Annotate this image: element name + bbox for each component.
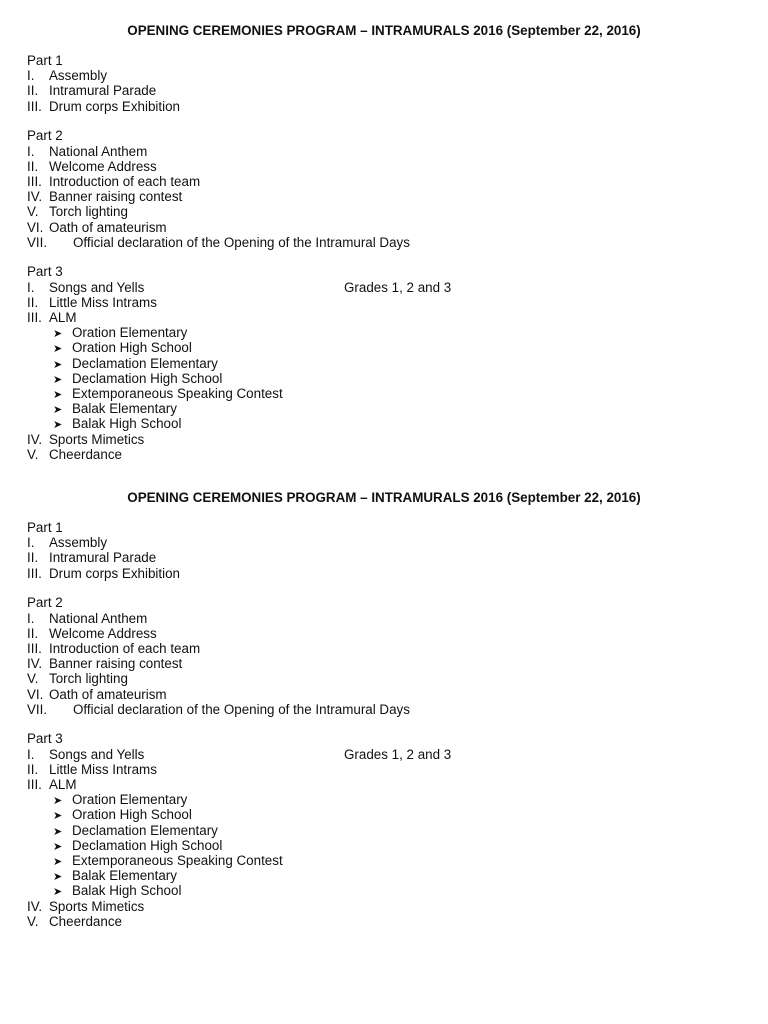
alm-sub-item [53, 340, 192, 355]
list-item [27, 159, 157, 174]
arrowhead-bullet-icon: ➤ [53, 343, 63, 356]
list-item [27, 280, 144, 295]
item-numeral: II. [27, 761, 39, 777]
item-numeral: II. [27, 294, 39, 310]
list-item [27, 626, 157, 641]
alm-sub-label: Oration High School [72, 807, 192, 823]
alm-sub-item [53, 356, 218, 371]
alm-sub-label: Declamation Elementary [72, 355, 218, 371]
list-item [27, 99, 180, 114]
list-item [27, 550, 156, 565]
item-numeral: I. [27, 68, 35, 84]
item-numeral: V. [27, 671, 39, 687]
item-label: Intramural Parade [49, 550, 157, 566]
list-item [27, 671, 128, 686]
list-item [27, 777, 77, 792]
program-title: OPENING CEREMONIES PROGRAM – INTRAMURALS 2016 (September 22, 2016) [127, 490, 641, 505]
alm-sub-item [53, 325, 187, 340]
list-item [27, 174, 200, 189]
arrowhead-bullet-icon: ➤ [53, 389, 63, 401]
item-label: Little Miss Intrams [49, 761, 157, 777]
item-numeral: III. [27, 777, 42, 792]
item-numeral: III. [27, 98, 42, 114]
item-label: Assembly [49, 535, 108, 551]
list-item [27, 899, 144, 914]
arrowhead-bullet-icon: ➤ [53, 871, 63, 884]
item-numeral: I. [27, 610, 35, 626]
item-label: Cheerdance [49, 913, 122, 929]
alm-sub-item [53, 807, 192, 822]
item-label: Songs and Yells [49, 746, 145, 762]
alm-sub-item [53, 401, 177, 416]
item-label: Intramural Parade [49, 83, 157, 99]
list-item [27, 687, 167, 702]
list-item [27, 83, 156, 98]
list-item [27, 295, 157, 310]
alm-sub-label: Balak Elementary [72, 868, 177, 884]
item-numeral: III. [27, 565, 42, 581]
arrowhead-bullet-icon: ➤ [53, 404, 63, 417]
item-label: Torch lighting [49, 204, 128, 220]
item-label: Songs and Yells [49, 279, 145, 295]
item-numeral: II. [27, 158, 39, 174]
list-item [27, 189, 182, 204]
item-label: Cheerdance [49, 446, 122, 462]
list-item [27, 656, 182, 671]
list-item [27, 702, 410, 717]
list-item [27, 68, 107, 83]
list-item [27, 235, 410, 250]
item-numeral: VII. [27, 234, 48, 250]
item-numeral: VI. [27, 219, 44, 235]
item-label: Welcome Address [49, 625, 157, 641]
arrowhead-bullet-icon: ➤ [53, 825, 63, 838]
item-label: Official declaration of the Opening of the Intramural Days [73, 234, 410, 250]
alm-sub-label: Oration Elementary [72, 325, 188, 341]
part-heading: Part 3 [27, 731, 63, 747]
item-numeral: III. [27, 173, 42, 189]
alm-sub-item [53, 853, 283, 868]
item-label: Introduction of each team [49, 640, 201, 656]
item-label: Drum corps Exhibition [49, 98, 180, 114]
list-item [27, 914, 122, 929]
item-label: Introduction of each team [49, 173, 201, 189]
item-numeral: VII. [27, 701, 48, 717]
item-label: ALM [49, 310, 77, 325]
item-label: Sports Mimetics [49, 431, 145, 447]
item-label: Torch lighting [49, 671, 128, 687]
list-item [27, 144, 147, 159]
item-numeral: III. [27, 310, 42, 325]
alm-sub-label: Balak High School [72, 416, 182, 432]
item-numeral: III. [27, 640, 42, 656]
alm-sub-item [53, 823, 218, 838]
alm-sub-label: Declamation Elementary [72, 822, 218, 838]
item-numeral: II. [27, 625, 39, 641]
alm-sub-item [53, 868, 177, 883]
item-label: Banner raising contest [49, 189, 183, 205]
list-item [27, 762, 157, 777]
alm-sub-item [53, 371, 222, 386]
arrowhead-bullet-icon: ➤ [53, 840, 63, 853]
part-heading: Part 1 [27, 520, 63, 535]
item-label: Oath of amateurism [49, 219, 167, 235]
alm-sub-label: Balak High School [72, 883, 182, 899]
item-label: Drum corps Exhibition [49, 565, 180, 581]
item-numeral: V. [27, 913, 39, 929]
item-numeral: I. [27, 535, 35, 551]
part-heading: Part 1 [27, 53, 63, 68]
item-numeral: II. [27, 83, 39, 99]
item-numeral: V. [27, 446, 39, 462]
list-item [27, 566, 180, 581]
alm-sub-item [53, 792, 187, 807]
list-item [27, 447, 122, 462]
grades-note: Grades 1, 2 and 3 [344, 279, 452, 295]
arrowhead-bullet-icon: ➤ [53, 373, 63, 386]
alm-sub-label: Declamation High School [72, 370, 223, 386]
list-item [27, 220, 167, 235]
item-numeral: II. [27, 550, 39, 566]
alm-sub-item [53, 838, 222, 853]
item-label: ALM [49, 777, 77, 792]
alm-sub-label: Oration High School [72, 340, 192, 356]
item-label: Little Miss Intrams [49, 294, 157, 310]
item-numeral: I. [27, 746, 35, 762]
alm-sub-item [53, 386, 283, 401]
item-numeral: IV. [27, 431, 43, 447]
list-item [27, 747, 144, 762]
item-numeral: IV. [27, 898, 43, 914]
alm-sub-label: Oration Elementary [72, 792, 188, 808]
alm-sub-item [53, 416, 181, 431]
part-heading: Part 3 [27, 264, 63, 280]
list-item [27, 310, 77, 325]
item-numeral: IV. [27, 189, 43, 205]
item-numeral: IV. [27, 656, 43, 672]
alm-sub-label: Declamation High School [72, 837, 223, 853]
part-heading: Part 2 [27, 595, 63, 611]
item-label: National Anthem [49, 610, 148, 626]
alm-sub-label: Extemporaneous Speaking Contest [72, 853, 283, 868]
arrowhead-bullet-icon: ➤ [53, 795, 63, 808]
item-label: Oath of amateurism [49, 686, 167, 702]
alm-sub-label: Balak Elementary [72, 401, 177, 417]
item-numeral: I. [27, 279, 35, 295]
alm-sub-label: Extemporaneous Speaking Contest [72, 386, 283, 401]
item-label: Banner raising contest [49, 656, 183, 672]
item-label: Welcome Address [49, 158, 157, 174]
item-numeral: I. [27, 143, 35, 159]
arrowhead-bullet-icon: ➤ [53, 856, 63, 868]
list-item [27, 432, 144, 447]
arrowhead-bullet-icon: ➤ [53, 419, 63, 432]
list-item [27, 204, 128, 219]
arrowhead-bullet-icon: ➤ [53, 358, 63, 371]
item-numeral: V. [27, 204, 39, 220]
item-label: Assembly [49, 68, 108, 84]
item-numeral: VI. [27, 686, 44, 702]
program-title: OPENING CEREMONIES PROGRAM – INTRAMURALS 2016 (September 22, 2016) [127, 23, 641, 38]
list-item [27, 641, 200, 656]
list-item [27, 611, 147, 626]
arrowhead-bullet-icon: ➤ [53, 810, 63, 823]
part-heading: Part 2 [27, 128, 63, 144]
arrowhead-bullet-icon: ➤ [53, 886, 63, 899]
item-label: National Anthem [49, 143, 148, 159]
list-item [27, 535, 107, 550]
item-label: Sports Mimetics [49, 898, 145, 914]
grades-note: Grades 1, 2 and 3 [344, 746, 452, 762]
arrowhead-bullet-icon: ➤ [53, 328, 63, 341]
alm-sub-item [53, 883, 181, 898]
item-label: Official declaration of the Opening of the Intramural Days [73, 701, 410, 717]
